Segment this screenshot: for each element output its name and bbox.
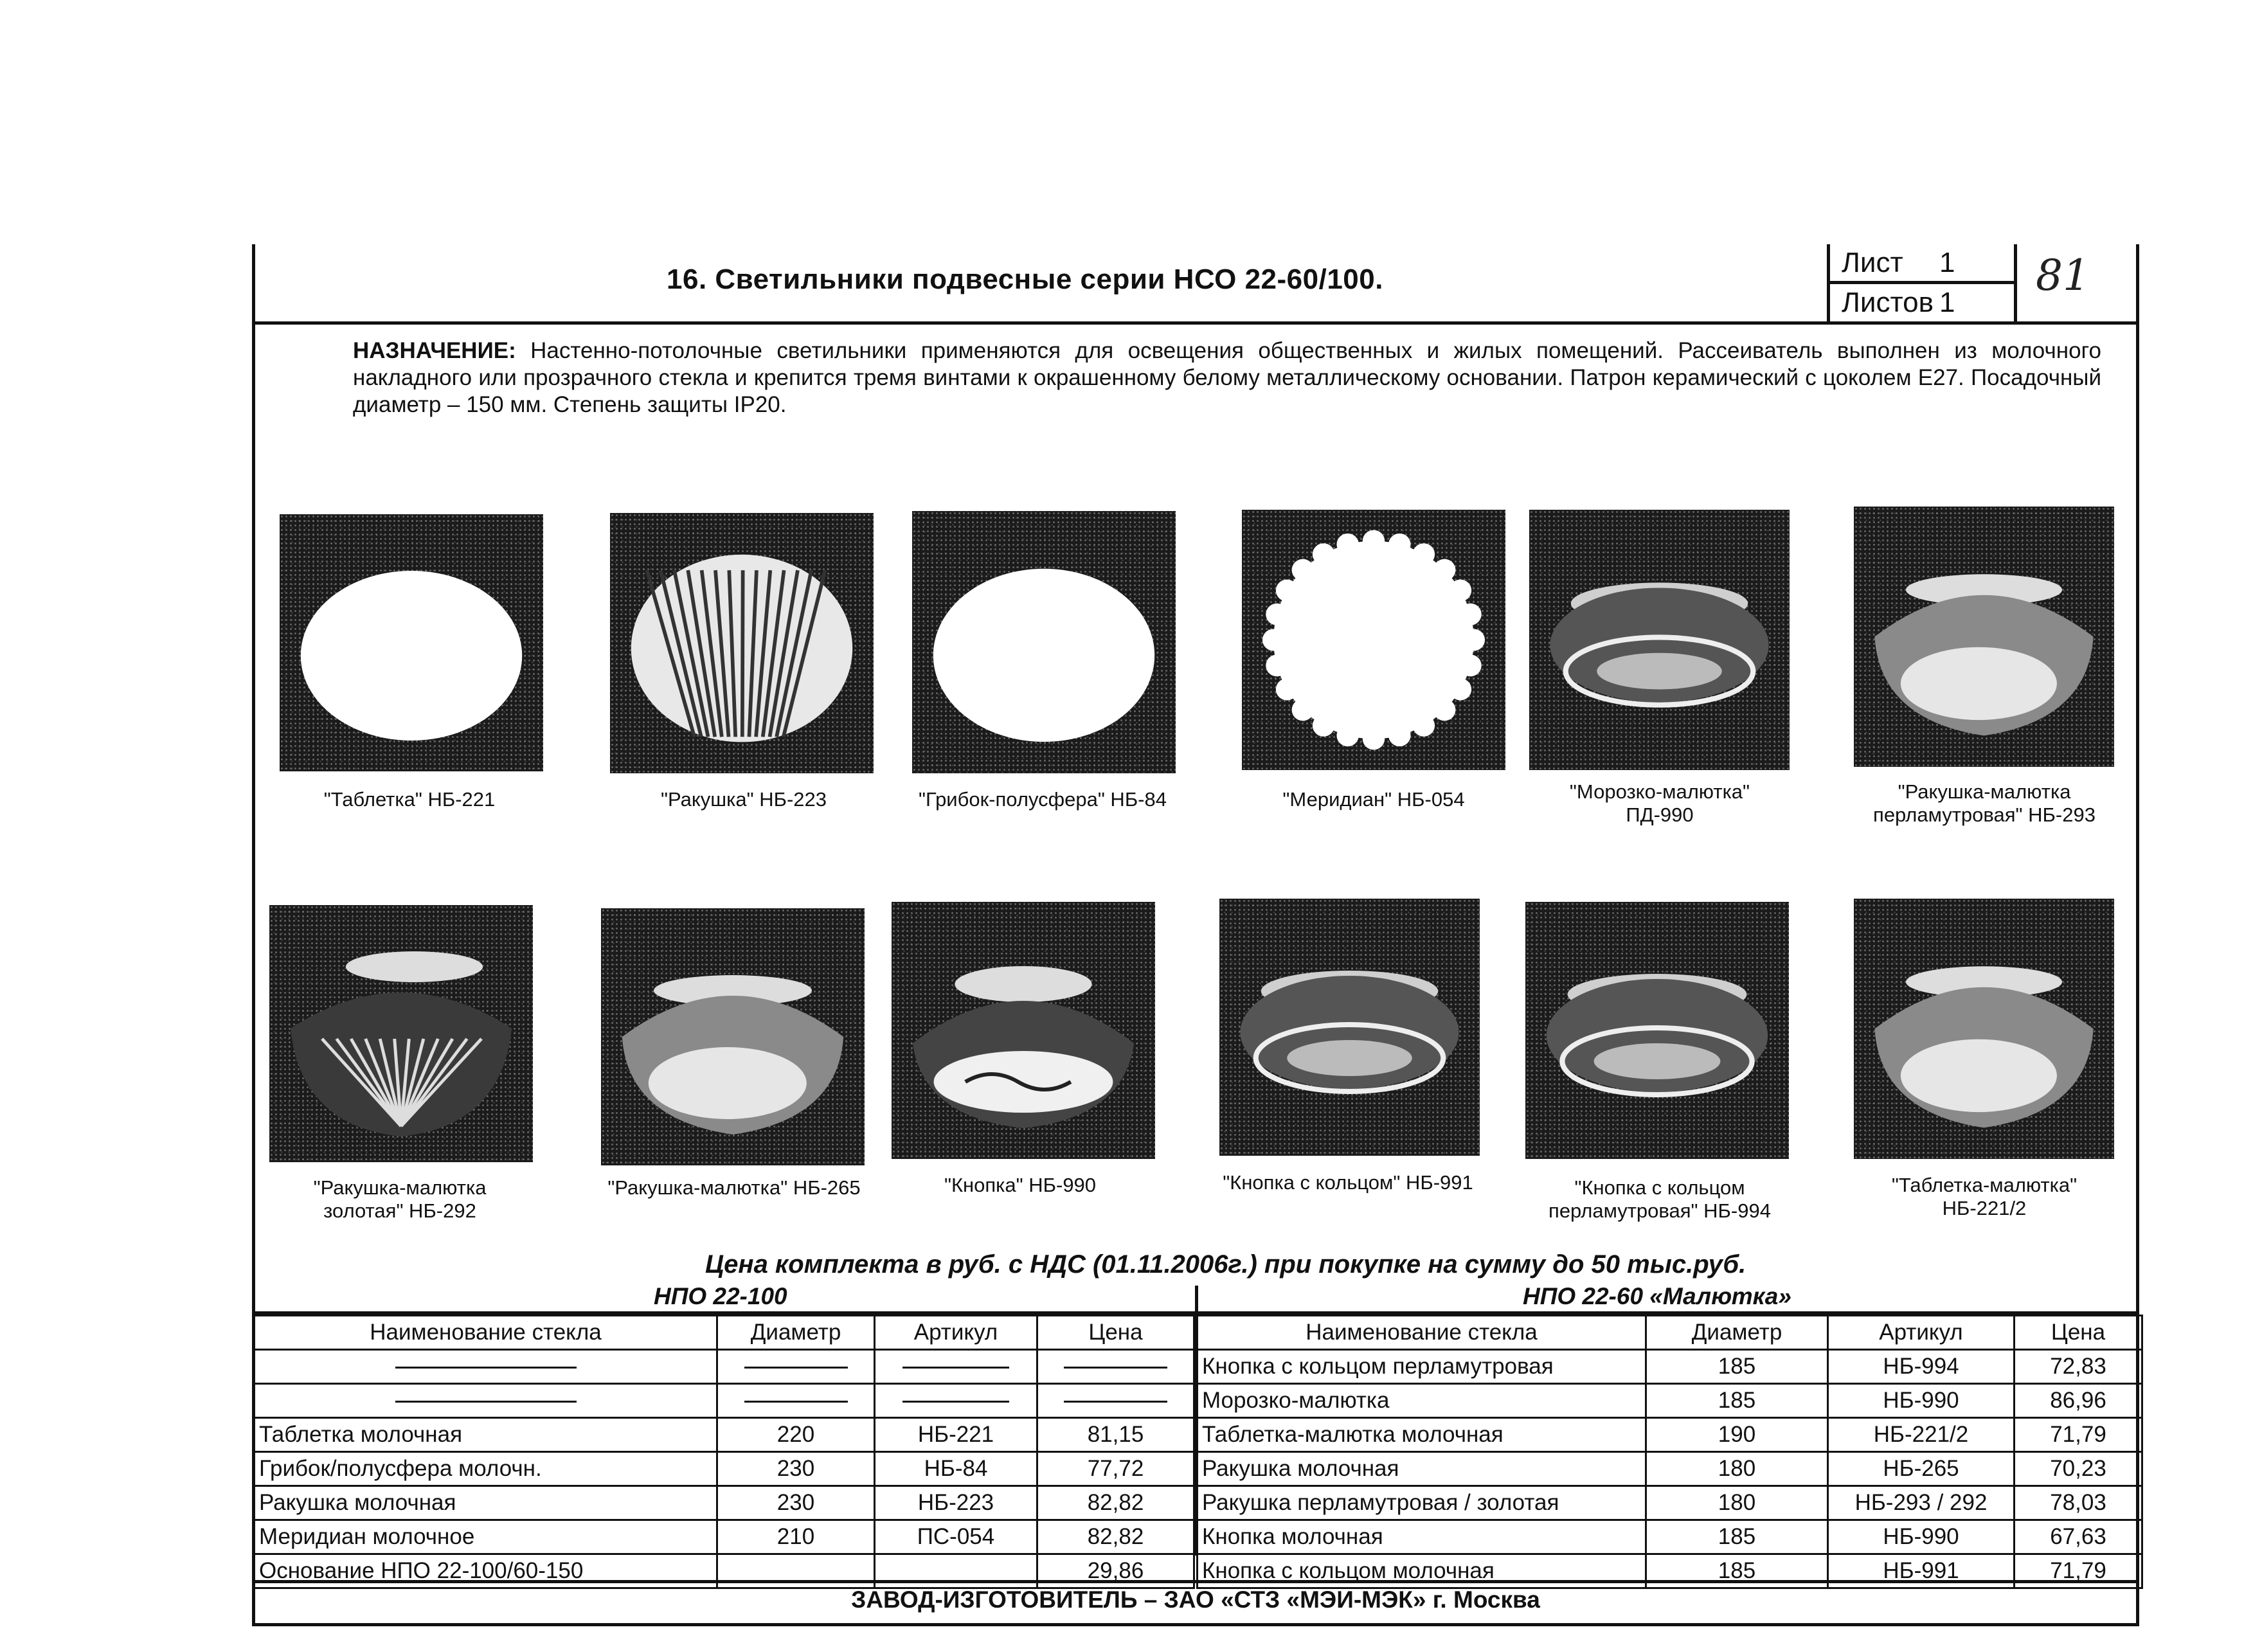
pearl-ring-button-lamp-photo (1525, 902, 1789, 1159)
table-row (255, 1452, 1194, 1486)
price-heading: Цена комплекта в руб. с НДС (01.11.2006г.) при покупке на сумму до 50 тыс.руб. (705, 1250, 1746, 1279)
table-cell: 180 (1646, 1452, 1828, 1486)
table-cell: Кнопка с кольцом перламутровая (1198, 1350, 1646, 1384)
table-cell (875, 1384, 1037, 1418)
table-row (1198, 1350, 2142, 1384)
table-cell: НБ-293 / 292 (1828, 1486, 2015, 1520)
mushroom-lamp-photo (912, 511, 1176, 773)
table-cell: Ракушка перламутровая / золотая (1198, 1486, 1646, 1520)
lamp-shape (280, 514, 543, 771)
purpose-paragraph (353, 337, 2101, 418)
table-cell: ПС-054 (875, 1520, 1037, 1554)
product-caption: "Морозко-малютка" ПД-990 (1569, 780, 1750, 826)
table-cell: 82,82 (1037, 1520, 1194, 1554)
table-cell: 71,79 (2015, 1554, 2142, 1588)
table-cell: Таблетка-малютка молочная (1198, 1418, 1646, 1452)
table-cell: Меридиан молочное (255, 1520, 717, 1554)
lamp-shape (1525, 902, 1789, 1159)
lamp-shape (1854, 899, 2114, 1159)
table-cell: НБ-221 (875, 1418, 1037, 1452)
table-cell: 29,86 (1037, 1554, 1194, 1588)
left-table-title: НПО 22-100 (654, 1283, 787, 1309)
lamp-shape (1219, 899, 1480, 1156)
table-cell: НБ-990 (1828, 1520, 2015, 1554)
lamp-shape (610, 513, 874, 773)
table-cell: 210 (717, 1520, 875, 1554)
small-shell-lamp-photo (601, 908, 865, 1165)
table-row (255, 1384, 1194, 1418)
table-cell: Таблетка молочная (255, 1418, 717, 1452)
column-header: Диаметр (1646, 1316, 1828, 1350)
table-cell: НБ-223 (875, 1486, 1037, 1520)
footer-rule (255, 1580, 2136, 1583)
pearl-shell-lamp-photo (1854, 507, 2114, 767)
morozko-lamp-photo (1529, 510, 1790, 770)
product-caption: "Таблетка-малютка" НБ-221/2 (1891, 1174, 2078, 1219)
table-row (1198, 1418, 2142, 1452)
empty-dash (902, 1401, 1010, 1403)
sheet-label: Лист (1842, 247, 1903, 278)
column-header: Цена (2015, 1316, 2142, 1350)
empty-dash (1064, 1367, 1167, 1369)
product-caption: "Ракушка-малютка перламутровая" НБ-293 (1873, 780, 2096, 826)
table-cell: 86,96 (2015, 1384, 2142, 1418)
table-cell (717, 1384, 875, 1418)
product-caption: "Кнопка" НБ-990 (944, 1174, 1097, 1196)
lamp-shape (912, 511, 1176, 773)
sheets-number: 1 (1939, 287, 1955, 318)
column-header: Наименование стекла (1198, 1316, 1646, 1350)
table-cell: 81,15 (1037, 1418, 1194, 1452)
table-cell (255, 1384, 717, 1418)
gold-shell-lamp-photo (269, 905, 533, 1162)
column-header: Наименование стекла (255, 1316, 717, 1350)
handwritten-page-number: 81 (2036, 251, 2090, 300)
empty-dash (395, 1401, 577, 1403)
table-header-row (1198, 1316, 2142, 1350)
table-header-row (255, 1316, 1194, 1350)
table-cell (1037, 1350, 1194, 1384)
table-row (1198, 1520, 2142, 1554)
table-row (1198, 1384, 2142, 1418)
table-cell: 180 (1646, 1486, 1828, 1520)
column-header: Артикул (875, 1316, 1037, 1350)
table-cell: 185 (1646, 1520, 1828, 1554)
button-lamp-photo (892, 902, 1155, 1159)
table-cell: Грибок/полусфера молочн. (255, 1452, 717, 1486)
product-caption: "Ракушка" НБ-223 (660, 788, 827, 811)
lamp-shape (269, 905, 533, 1162)
product-caption: "Ракушка-малютка золотая" НБ-292 (313, 1176, 487, 1222)
empty-dash (395, 1367, 577, 1369)
purpose-text: Настенно-потолочные светильники применяются для освещения общественных и жилых помещений. Рассеиватель выполнен из молочного накладного или прозрачного стекла и крепится тремя винтами к окрашенному белому металлическому основании. Патрон керамический с цоколем Е27. Посадочный диаметр – 150 мм. Степень защиты IP20. (353, 338, 2101, 417)
product-caption: "Ракушка-малютка" НБ-265 (607, 1176, 861, 1199)
catalog-sheet (252, 244, 2139, 1626)
sheets-label: Листов (1842, 287, 1934, 318)
sheet-number: 1 (1939, 247, 1955, 278)
product-caption: "Меридиан" НБ-054 (1282, 788, 1465, 811)
table-row (255, 1350, 1194, 1384)
price-table-npo-22-60 (1196, 1315, 2143, 1589)
empty-dash (744, 1367, 848, 1369)
table-cell (255, 1350, 717, 1384)
product-caption: "Грибок-полусфера" НБ-84 (919, 788, 1167, 811)
table-cell (1037, 1384, 1194, 1418)
table-row (255, 1486, 1194, 1520)
column-header: Артикул (1828, 1316, 2015, 1350)
table-cell: 82,82 (1037, 1486, 1194, 1520)
page-title: 16. Светильники подвесные серии НСО 22-60/100. (667, 264, 1383, 295)
purpose-label: НАЗНАЧЕНИЕ: (353, 338, 516, 363)
ring-button-lamp-photo (1219, 899, 1480, 1156)
product-caption: "Кнопка с кольцом перламутровая" НБ-994 (1548, 1176, 1771, 1222)
table-cell: 220 (717, 1418, 875, 1452)
table-cell: 72,83 (2015, 1350, 2142, 1384)
empty-dash (1064, 1401, 1167, 1403)
table-row (1198, 1486, 2142, 1520)
column-header: Диаметр (717, 1316, 875, 1350)
manufacturer-footer: ЗАВОД-ИЗГОТОВИТЕЛЬ – ЗАО «СТЗ «МЭИ-МЭК» г. Москва (851, 1586, 1540, 1613)
table-cell: 70,23 (2015, 1452, 2142, 1486)
empty-dash (902, 1367, 1010, 1369)
lamp-shape (892, 902, 1155, 1159)
table-cell: 230 (717, 1452, 875, 1486)
table-row (255, 1520, 1194, 1554)
sheet-header (255, 244, 2136, 325)
table-cell: Ракушка молочная (255, 1486, 717, 1520)
table-cell: НБ-84 (875, 1452, 1037, 1486)
lamp-shape (1242, 510, 1505, 770)
empty-dash (744, 1401, 848, 1403)
table-cell: 185 (1646, 1350, 1828, 1384)
table-cell: НБ-265 (1828, 1452, 2015, 1486)
table-cell: НБ-991 (1828, 1554, 2015, 1588)
shell-lamp-photo (610, 513, 874, 773)
table-cell: 78,03 (2015, 1486, 2142, 1520)
table-cell: 67,63 (2015, 1520, 2142, 1554)
table-cell: 185 (1646, 1554, 1828, 1588)
right-table-title: НПО 22-60 «Малютка» (1523, 1283, 1791, 1309)
table-cell: Кнопка с кольцом молочная (1198, 1554, 1646, 1588)
table-cell: НБ-994 (1828, 1350, 2015, 1384)
table-row (1198, 1452, 2142, 1486)
lamp-shape (1854, 507, 2114, 767)
table-cell: Ракушка молочная (1198, 1452, 1646, 1486)
column-header: Цена (1037, 1316, 1194, 1350)
table-cell: НБ-990 (1828, 1384, 2015, 1418)
table-cell: Морозко-малютка (1198, 1384, 1646, 1418)
table-cell: 230 (717, 1486, 875, 1520)
table-cell (875, 1350, 1037, 1384)
table-cell: 71,79 (2015, 1418, 2142, 1452)
tablet-lamp-photo (280, 514, 543, 771)
table-cell: Кнопка молочная (1198, 1520, 1646, 1554)
product-caption: "Таблетка" НБ-221 (323, 788, 496, 811)
sheet-number-box (1827, 244, 2017, 325)
small-tablet-lamp-photo (1854, 899, 2114, 1159)
price-table-npo-22-100 (253, 1315, 1195, 1589)
table-cell: Основание НПО 22-100/60-150 (255, 1554, 717, 1588)
table-cell: НБ-221/2 (1828, 1418, 2015, 1452)
table-cell (717, 1350, 875, 1384)
table-row (255, 1418, 1194, 1452)
lamp-shape (1529, 510, 1790, 770)
table-cell: 190 (1646, 1418, 1828, 1452)
table-cell: 185 (1646, 1384, 1828, 1418)
lamp-shape (601, 908, 865, 1165)
table-cell: 77,72 (1037, 1452, 1194, 1486)
product-caption: "Кнопка с кольцом" НБ-991 (1223, 1171, 1473, 1194)
meridian-lamp-photo (1242, 510, 1505, 770)
